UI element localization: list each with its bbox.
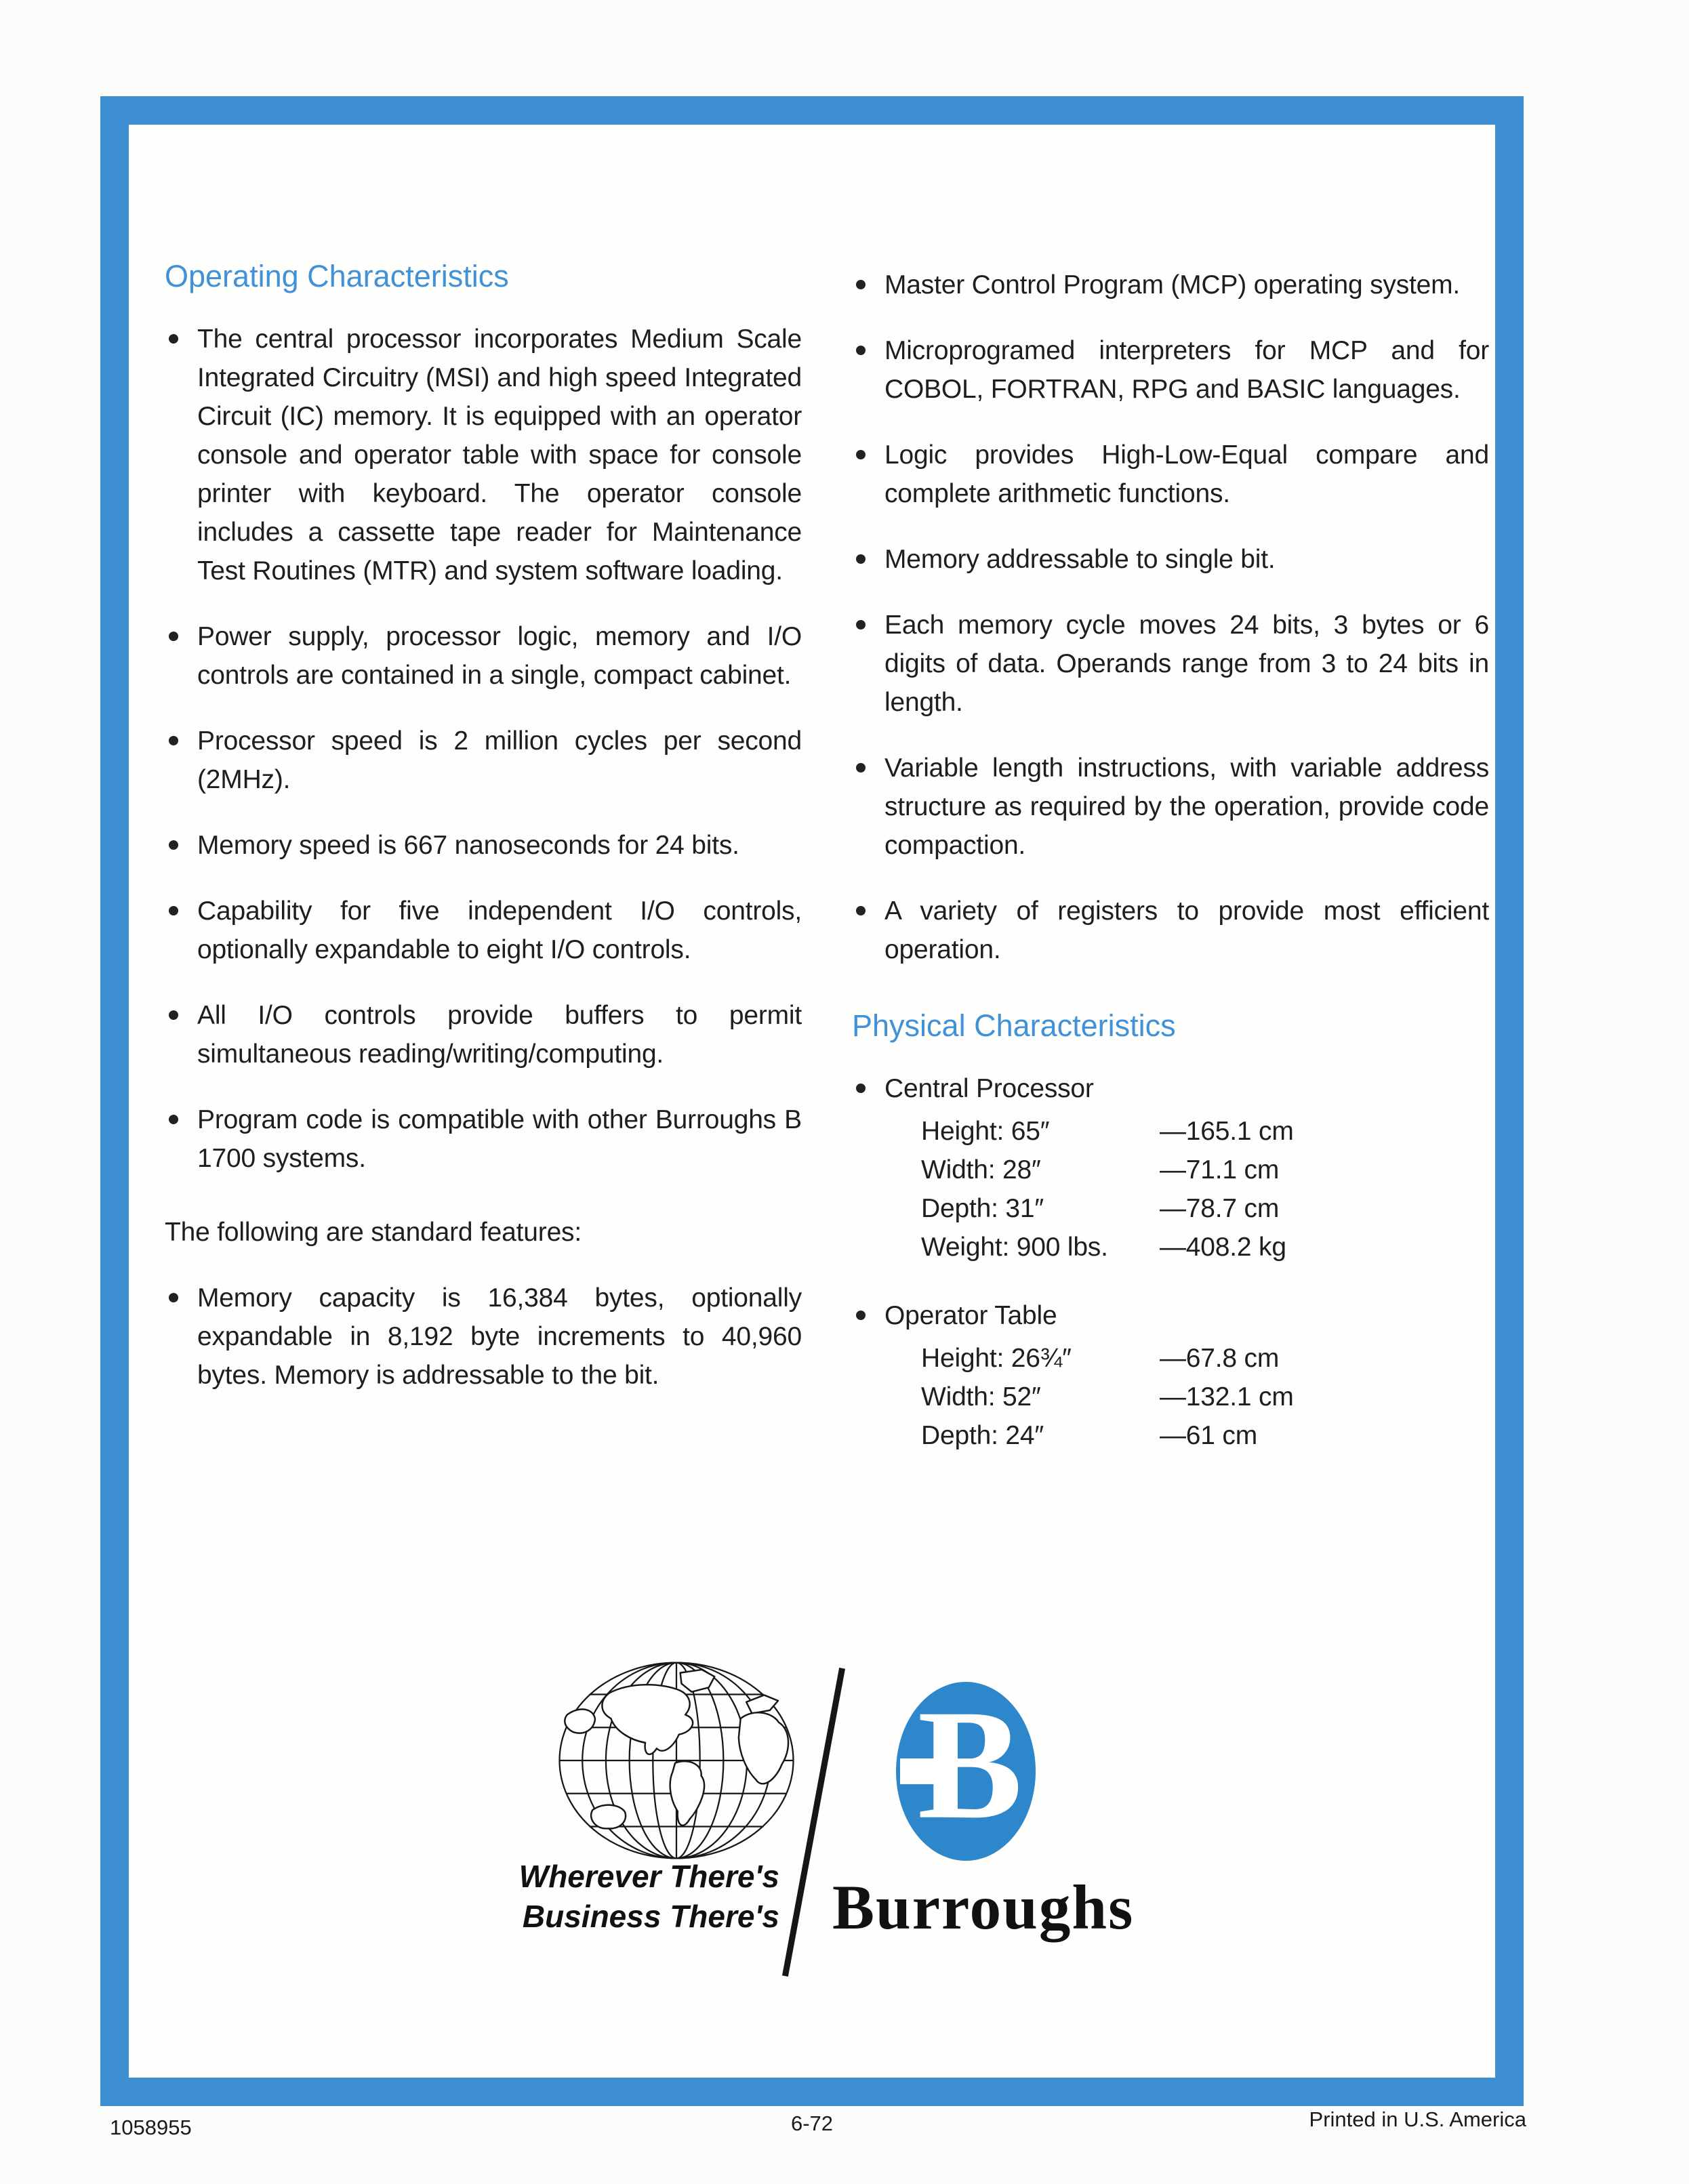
standard-features-intro: The following are standard features: (165, 1218, 582, 1247)
spec-metric: —132.1 cm (1160, 1382, 1294, 1412)
left-column (165, 259, 802, 1422)
bullet-dot-icon (169, 334, 178, 344)
spec-rows (852, 1112, 1489, 1266)
bullet-item (852, 749, 1489, 865)
bullet-text: Master Control Program (MCP) operating system. (884, 270, 1461, 300)
spec-label: Depth: 31″ (921, 1194, 1044, 1223)
bullet-item (165, 996, 802, 1073)
bullet-item (852, 1069, 1489, 1108)
bullet-text: A variety of registers to provide most efficient operation. (884, 897, 1489, 964)
bullet-dot-icon (169, 736, 178, 745)
spec-row (921, 1339, 1489, 1378)
footer-printed-in: Printed in U.S. America (1309, 2107, 1526, 2131)
bullet-text: Logic provides High-Low-Equal compare and complete arithmetic functions. (884, 440, 1489, 508)
burroughs-logo-block (474, 1653, 1220, 1979)
spec-label: Width: 52″ (921, 1382, 1041, 1412)
bullet-dot-icon (856, 1084, 866, 1093)
spec-metric: —78.7 cm (1160, 1194, 1280, 1223)
spec-row (921, 1416, 1489, 1455)
bullet-text: Processor speed is 2 million cycles per second (2MHz). (197, 726, 802, 794)
bullet-text: Power supply, processor logic, memory and I/O controls are contained in a single, compact cabinet. (197, 622, 802, 690)
spec-row (921, 1378, 1489, 1416)
bullet-dot-icon (856, 450, 866, 459)
bullet-dot-icon (856, 280, 866, 289)
burroughs-monogram-icon (896, 1677, 1036, 1861)
bullet-dot-icon (169, 1115, 178, 1124)
spec-group-name: Central Processor (884, 1074, 1094, 1103)
bullet-dot-icon (169, 840, 178, 850)
spec-rows (852, 1339, 1489, 1455)
bullet-dot-icon (856, 1311, 866, 1320)
spec-row (921, 1189, 1489, 1228)
bullet-dot-icon (856, 763, 866, 772)
bullet-item (165, 1279, 802, 1395)
bullet-item (852, 436, 1489, 513)
operating-characteristics-heading: Operating Characteristics (165, 259, 509, 293)
bullet-item (852, 1296, 1489, 1335)
spec-metric: —61 cm (1160, 1421, 1258, 1450)
spec-metric: —165.1 cm (1160, 1117, 1294, 1146)
bullet-dot-icon (169, 906, 178, 915)
bullet-text: Memory speed is 667 nanoseconds for 24 bits. (197, 831, 739, 860)
bullet-text: All I/O controls provide buffers to permit simultaneous reading/writing/computing. (197, 1001, 802, 1069)
bullet-item (852, 331, 1489, 409)
bullet-text: Each memory cycle moves 24 bits, 3 bytes or 6 digits of data. Operands range from 3 to 24 bits in length. (884, 611, 1489, 717)
spec-row (921, 1151, 1489, 1189)
bullet-item (165, 1100, 802, 1178)
spec-metric: —71.1 cm (1160, 1155, 1280, 1184)
spec-label: Width: 28″ (921, 1155, 1041, 1184)
bullet-item (852, 540, 1489, 579)
bullet-item (165, 722, 802, 799)
spec-row (921, 1112, 1489, 1151)
bullet-item (165, 892, 802, 969)
spec-row (921, 1228, 1489, 1266)
tagline-line1: Wherever There's (518, 1859, 779, 1894)
bullet-text: The central processor incorporates Medium Scale Integrated Circuitry (MSI) and high speed Integrated Circuit (IC) memory. It is equipped with an operator console and operator table with space for console printer with keyboard. The operator console includes a cassette tape reader for Maintenance Test Routines (MTR) and system software loading. (197, 325, 802, 585)
bullet-text: Capability for five independent I/O controls, optionally expandable to eight I/O controls. (197, 897, 802, 964)
bullet-text: Memory capacity is 16,384 bytes, optionally expandable in 8,192 byte increments to 40,960 bytes. Memory is addressable to the bit. (197, 1283, 802, 1390)
tagline-line2: Business There's (522, 1899, 779, 1934)
bullet-dot-icon (856, 346, 866, 355)
footer-date-code: 6-72 (790, 2111, 834, 2135)
bullet-item (852, 606, 1489, 722)
spec-label: Height: 26¾″ (921, 1344, 1072, 1373)
spec-group-name: Operator Table (884, 1301, 1057, 1330)
spec-metric: —408.2 kg (1160, 1233, 1286, 1262)
bullet-text: Memory addressable to single bit. (884, 545, 1276, 574)
spec-label: Depth: 24″ (921, 1421, 1044, 1450)
right-column (852, 266, 1489, 1485)
bullet-item (165, 617, 802, 695)
monogram-letter: B (917, 1677, 1023, 1852)
bullet-dot-icon (856, 620, 866, 630)
bullet-dot-icon (856, 906, 866, 915)
bullet-text: Program code is compatible with other Burroughs B 1700 systems. (197, 1105, 802, 1173)
bullet-item (852, 266, 1489, 304)
burroughs-wordmark: Burroughs (832, 1873, 1135, 1943)
spec-metric: —67.8 cm (1160, 1344, 1280, 1373)
bullet-text: Variable length instructions, with variable address structure as required by the operation, provide code compaction. (884, 754, 1489, 860)
page-footer (100, 2107, 1526, 2149)
central-processor-specs (852, 1069, 1489, 1266)
bullet-item (165, 826, 802, 865)
bullet-text: Microprogramed interpreters for MCP and for COBOL, FORTRAN, RPG and BASIC languages. (884, 336, 1489, 404)
bullet-item (852, 892, 1489, 969)
logo-tagline (474, 1857, 779, 1937)
operator-table-specs (852, 1296, 1489, 1455)
spec-label: Weight: 900 lbs. (921, 1233, 1108, 1262)
bullet-dot-icon (856, 554, 866, 564)
bullet-dot-icon (169, 632, 178, 641)
globe-icon (554, 1659, 798, 1862)
footer-form-number: 1058955 (110, 2116, 192, 2139)
spec-label: Height: 65″ (921, 1117, 1050, 1146)
bullet-item (165, 320, 802, 590)
bullet-dot-icon (169, 1010, 178, 1020)
physical-characteristics-heading: Physical Characteristics (852, 1008, 1176, 1043)
bullet-dot-icon (169, 1293, 178, 1302)
